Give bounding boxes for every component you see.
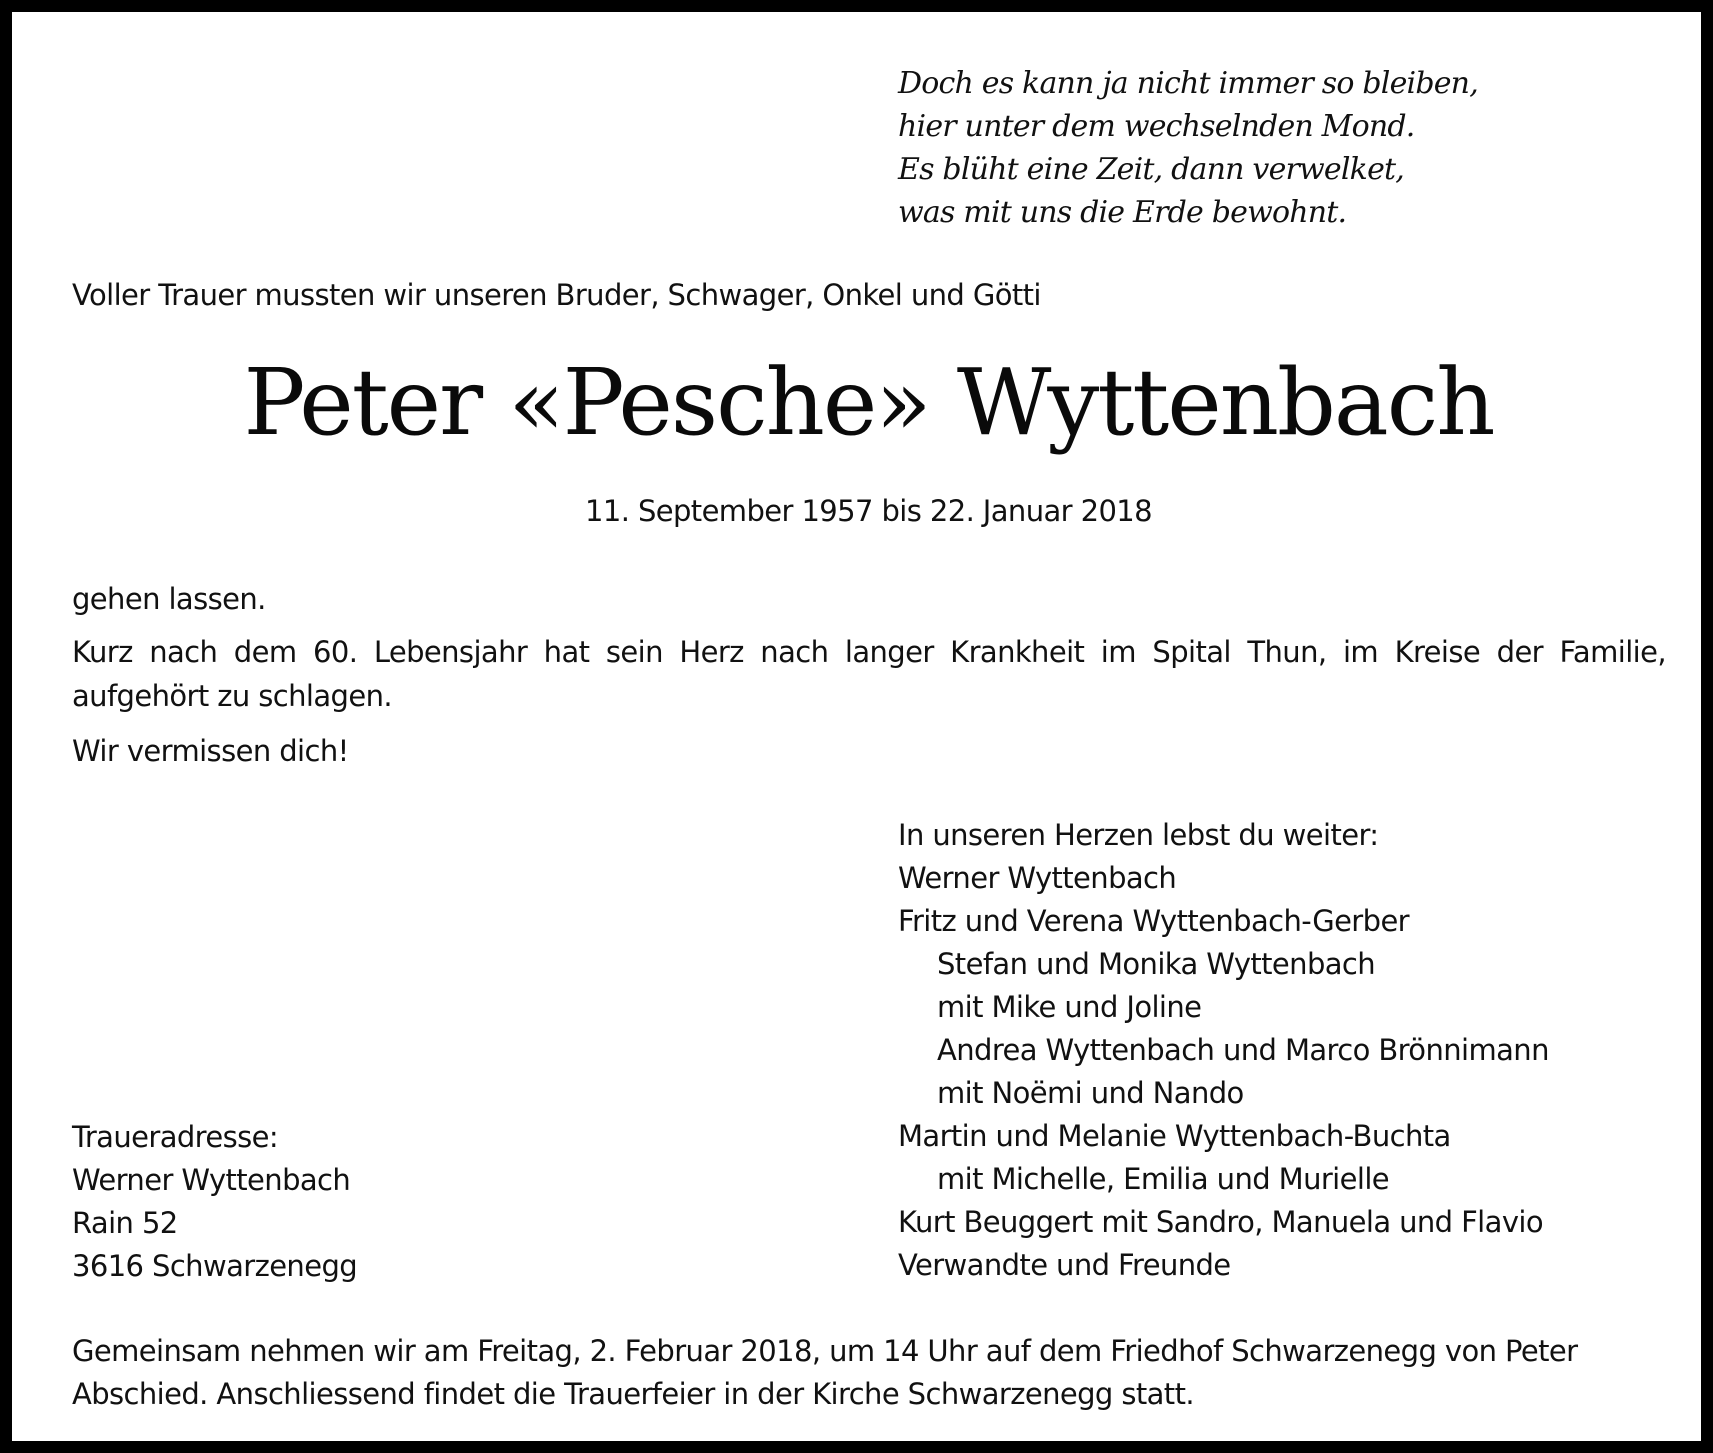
funeral-notice xyxy=(72,1330,1666,1416)
intro-text: Voller Trauer mussten wir unseren Bruder, Schwager, Onkel und Götti xyxy=(72,278,1041,312)
poem-line: Es blüht eine Zeit, dann verwelket, xyxy=(898,152,1405,187)
family-member: Martin und Melanie Wyttenbach-Buchta xyxy=(898,1119,1451,1153)
family-member: Verwandte und Freunde xyxy=(898,1248,1231,1282)
family-member: Fritz und Verena Wyttenbach-Gerber xyxy=(898,904,1410,938)
family-member: mit Noëmi und Nando xyxy=(937,1076,1244,1110)
address-city: 3616 Schwarzenegg xyxy=(72,1249,358,1283)
poem xyxy=(898,62,1478,234)
family-member: Kurt Beuggert mit Sandro, Manuela und Flavio xyxy=(898,1205,1543,1239)
funeral-notice-line: Abschied. Anschliessend findet die Trauerfeier in der Kirche Schwarzenegg statt. xyxy=(72,1377,1194,1411)
poem-line: hier unter dem wechselnden Mond. xyxy=(898,109,1415,144)
announcement-paragraph: Kurz nach dem 60. Lebensjahr hat sein Herz nach langer Krankheit im Spital Thun, im Kreise der Familie, aufgehört zu schlagen. xyxy=(72,635,1666,713)
family-member: mit Michelle, Emilia und Murielle xyxy=(937,1162,1390,1196)
funeral-notice-line: Gemeinsam nehmen wir am Freitag, 2. Februar 2018, um 14 Uhr auf dem Friedhof Schwarzenegg von Peter xyxy=(72,1334,1578,1368)
family-heading: In unseren Herzen lebst du weiter: xyxy=(898,818,1379,852)
family-member: mit Mike und Joline xyxy=(937,990,1202,1024)
family-list xyxy=(898,814,1549,1287)
family-member: Andrea Wyttenbach und Marco Brönnimann xyxy=(937,1033,1549,1067)
address-name: Werner Wyttenbach xyxy=(72,1163,351,1197)
address-label: Traueradresse: xyxy=(72,1120,279,1154)
life-dates: 11. September 1957 bis 22. Januar 2018 xyxy=(585,494,1152,528)
gehen-lassen-text: gehen lassen. xyxy=(72,582,266,616)
family-member: Stefan und Monika Wyttenbach xyxy=(937,947,1376,981)
mourning-address xyxy=(72,1116,357,1288)
family-member: Werner Wyttenbach xyxy=(898,861,1177,895)
farewell-text: Wir vermissen dich! xyxy=(72,734,349,768)
deceased-name: Peter «Pesche» Wyttenbach xyxy=(243,349,1494,456)
address-street: Rain 52 xyxy=(72,1206,178,1240)
poem-line: was mit uns die Erde bewohnt. xyxy=(898,195,1347,230)
poem-line: Doch es kann ja nicht immer so bleiben, xyxy=(898,66,1478,101)
